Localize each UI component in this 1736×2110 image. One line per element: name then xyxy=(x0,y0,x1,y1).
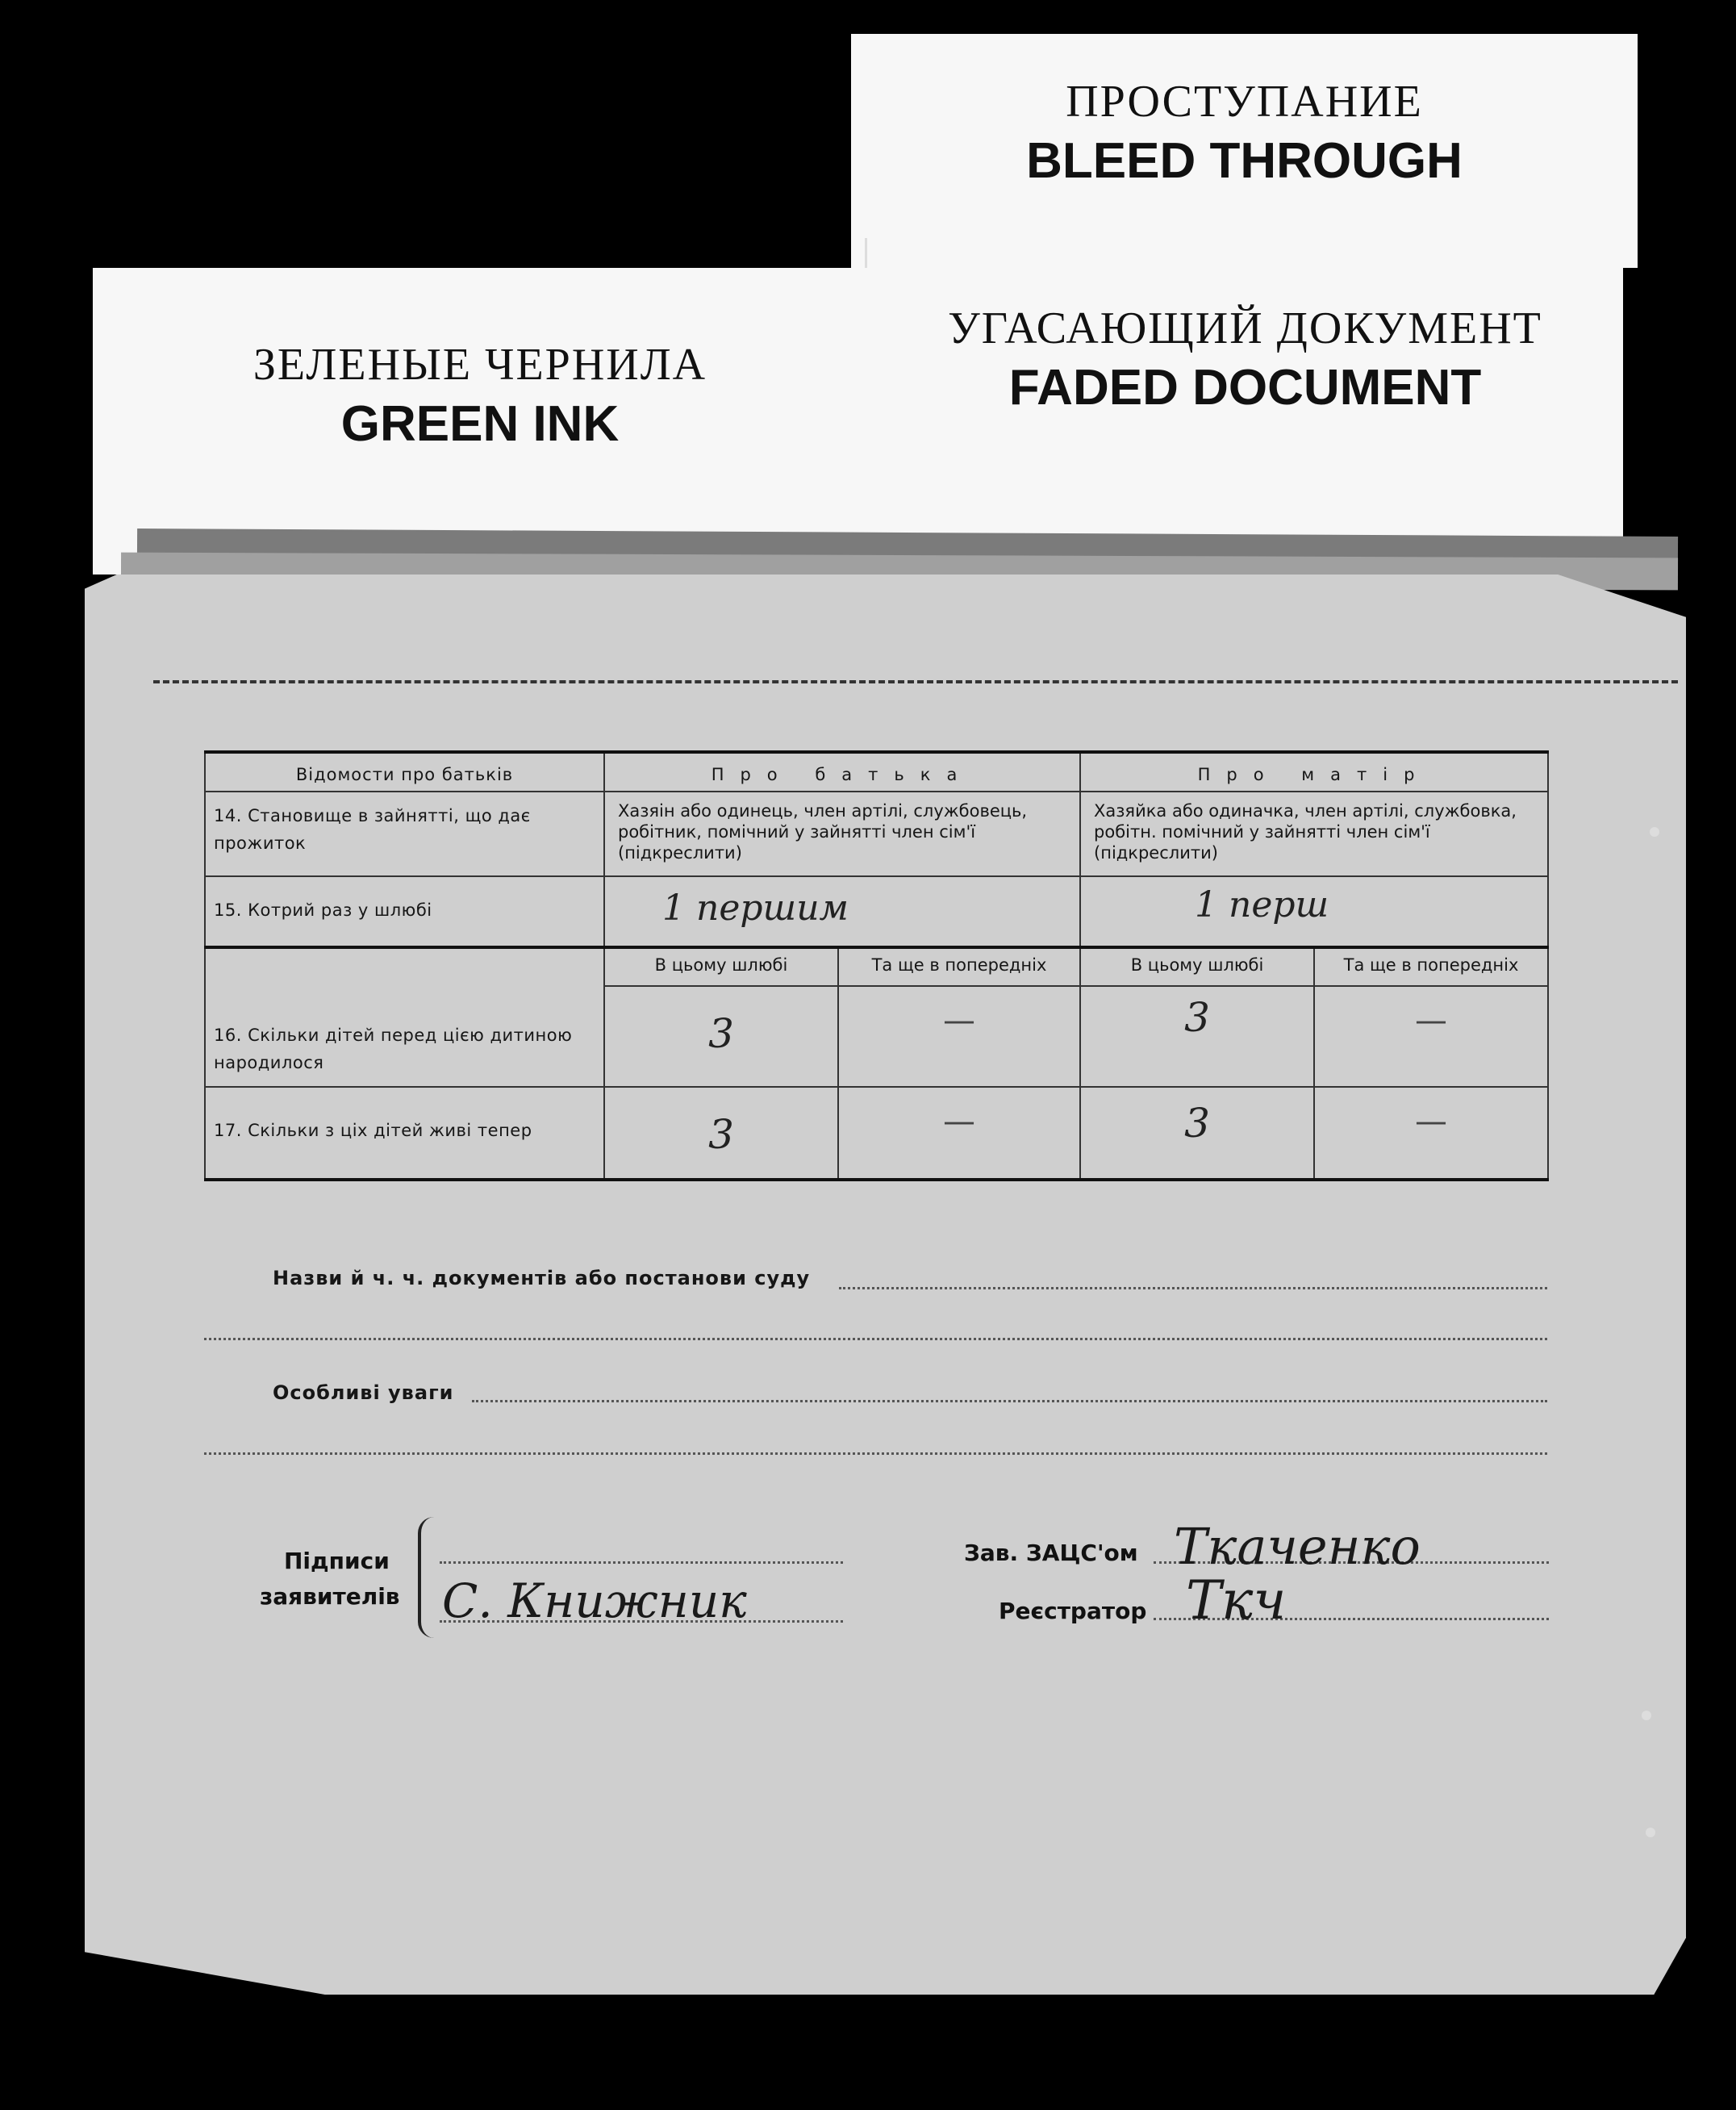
header-father: Про батька xyxy=(604,752,1080,792)
applicants-label-2: заявителів xyxy=(260,1583,400,1610)
faded-document-ru: УГАСАЮЩИЙ ДОКУМЕНТ xyxy=(948,303,1542,353)
q15-father-value: 1 першим xyxy=(662,888,849,929)
documents-field-line xyxy=(839,1287,1547,1289)
q17-father-this: 3 xyxy=(708,1111,734,1158)
q17-mother-prev-cell xyxy=(1314,1087,1548,1180)
q15-father-cell xyxy=(604,876,1080,947)
q16-mother-prev: — xyxy=(1415,1002,1448,1039)
margin-mark xyxy=(1646,1828,1655,1837)
parents-info-table xyxy=(204,750,1549,1181)
q17-mother-this: 3 xyxy=(1184,1100,1210,1147)
q15-label: 15. Котрий раз у шлюбі xyxy=(205,876,604,947)
q16-mother-this-cell xyxy=(1080,986,1314,1087)
table-row xyxy=(205,876,1548,947)
q14-mother-options: Хазяйка або одиначка, член артілі, службовка, робітн. помічний у зайнятті член сім'ї (підкреслити) xyxy=(1080,792,1548,876)
head-signature: Ткаченко xyxy=(1174,1517,1421,1576)
registrar-label: Реєстратор xyxy=(999,1598,1147,1624)
documents-field-label: Назви й ч. ч. документів або постанови суду xyxy=(273,1267,811,1289)
q16-father-prev: — xyxy=(943,1002,975,1039)
q16-label: 16. Скільки дітей перед цією дитиною народилося xyxy=(205,947,604,1087)
table-row xyxy=(205,792,1548,876)
q15-mother-value: 1 перш xyxy=(1195,884,1329,925)
green-ink-ru: ЗЕЛЕНЫЕ ЧЕРНИЛА xyxy=(252,340,707,390)
notes-field-line-2 xyxy=(204,1452,1547,1455)
notes-field-label: Особливі уваги xyxy=(273,1381,454,1404)
notes-field-line xyxy=(472,1400,1547,1402)
q17-label: 17. Скільки з ціх дітей живі тепер xyxy=(205,1087,604,1180)
green-ink-en: GREEN INK xyxy=(340,396,620,452)
q14-label: 14. Становище в зайнятті, що дає прожиток xyxy=(205,792,604,876)
documents-field-line-2 xyxy=(204,1338,1547,1340)
head-label: Зав. ЗАЦС'ом xyxy=(964,1540,1138,1566)
q17-mother-prev: — xyxy=(1415,1103,1448,1140)
q16-father-prev-cell xyxy=(838,986,1080,1087)
subheader-mother-prev: Та ще в попередніх xyxy=(1314,947,1548,986)
applicant-signature-line-1 xyxy=(440,1561,843,1564)
registrar-signature: Ткч xyxy=(1186,1569,1287,1632)
bleed-through-ru: ПРОСТУПАНИЕ xyxy=(1066,77,1423,127)
q17-father-this-cell xyxy=(604,1087,838,1180)
header-mother: Про матір xyxy=(1080,752,1548,792)
subheader-father-prev: Та ще в попередніх xyxy=(838,947,1080,986)
margin-mark xyxy=(1642,1711,1651,1720)
table-subheader-row xyxy=(205,947,1548,986)
q16-mother-this: 3 xyxy=(1184,994,1210,1041)
table-header-row xyxy=(205,752,1548,792)
applicants-brace xyxy=(418,1517,437,1638)
q16-mother-prev-cell xyxy=(1314,986,1548,1087)
q16-father-this-cell xyxy=(604,986,838,1087)
applicants-label-1: Підписи xyxy=(284,1548,390,1574)
q15-mother-cell xyxy=(1080,876,1548,947)
bleed-through-card xyxy=(851,34,1638,268)
faded-document-en: FADED DOCUMENT xyxy=(1008,360,1482,416)
header-parents: Відомости про батьків xyxy=(205,752,604,792)
subheader-mother-this: В цьому шлюбі xyxy=(1080,947,1314,986)
faded-document-card xyxy=(865,238,1623,561)
q16-father-this: 3 xyxy=(708,1010,734,1057)
q17-mother-this-cell xyxy=(1080,1087,1314,1180)
q17-father-prev-cell xyxy=(838,1087,1080,1180)
q14-father-options: Хазяін або одинець, член артілі, службовець, робітник, помічний у зайнятті член сім'ї (підкреслити) xyxy=(604,792,1080,876)
q17-father-prev: — xyxy=(943,1103,975,1140)
margin-mark xyxy=(1650,827,1659,837)
perforation-line xyxy=(153,680,1678,683)
subheader-father-this: В цьому шлюбі xyxy=(604,947,838,986)
applicant-signature: С. Книжник xyxy=(442,1573,747,1628)
table-row xyxy=(205,1087,1548,1180)
bleed-through-en: BLEED THROUGH xyxy=(1026,133,1463,189)
